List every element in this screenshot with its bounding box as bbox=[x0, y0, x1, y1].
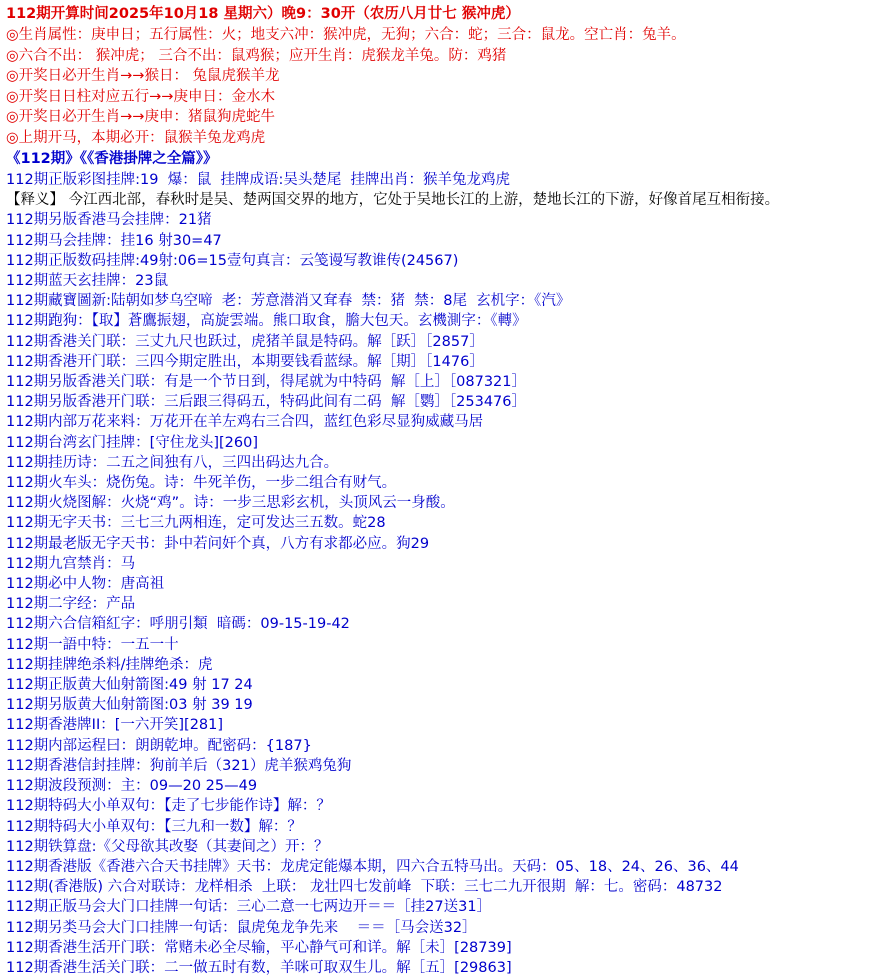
content-line: 112期香港开门联：三四今期定胜出，本期要钱看蓝绿。解［期］［1476］ bbox=[6, 353, 484, 370]
content-line: 112期火烧图解：火烧“鸡”。诗：一步三思彩玄机，头顶风云一身酸。 bbox=[6, 495, 455, 512]
content-line: 112期正版黄大仙射箭图:49 射 17 24 bbox=[6, 677, 253, 694]
header-row: ◎生肖属性：庚申日；五行属性：火；地支六冲：猴冲虎，无狗；六合：蛇；三合：鼠龙。空亡肖：兔羊。 bbox=[6, 27, 686, 43]
page-title: 112期开算时间2025年10月18 星期六）晚9：30开（农历八月廿七 猴冲虎） bbox=[6, 6, 520, 22]
content-line: 112期二字经：产品 bbox=[6, 596, 136, 613]
content-line: 112期另类马会大门口挂牌一句话：鼠虎兔龙争先来 ＝＝［马会送32］ bbox=[6, 919, 477, 936]
content-line: 112期香港牌II：[一六开笑][281] bbox=[6, 717, 224, 734]
section-title: 《112期》《《香港掛牌之全篇》》 bbox=[6, 151, 218, 167]
content-line: 112期内部运程曰：朗朗乾坤。配密码：{187} bbox=[6, 737, 312, 754]
header-row: ◎开奖日日柱对应五行→→庚申日：金水木 bbox=[6, 88, 275, 105]
content-line: 112期另版香港马会挂牌：21猪 bbox=[6, 212, 212, 229]
content-line: 112期一語中特：一五一十 bbox=[6, 636, 179, 653]
content-line: 112期必中人物：唐高祖 bbox=[6, 576, 165, 593]
header-row: ◎开奖日必开生肖→→猴日： 兔鼠虎猴羊龙 bbox=[6, 68, 280, 84]
content-line: 112期挂历诗：二五之间独有八，三四出码达九合。 bbox=[6, 454, 339, 471]
content-line: 112期九宫禁肖：马 bbox=[6, 555, 136, 572]
content-line-explanation: 【释义】 今江西北部，春秋时是吴、楚两国交界的地方，它处于吴地长江的上游，楚地长江的下游，好像首尾互相衔接。 bbox=[6, 192, 780, 209]
content-line: 112期香港版《香港六合天书挂牌》天书：龙虎定能爆本期，四六合五特马出。天码：05、18、24、26、36、44 bbox=[6, 858, 739, 875]
content-line: 112期六合信箱紅字：呼朋引類 暗碼：09-15-19-42 bbox=[6, 616, 350, 633]
content-line: 112期内部万花来料：万花开在羊左鸡右三合四，蓝红色彩尽显狗威藏马居 bbox=[6, 414, 484, 431]
content-line: 112期马会挂牌：挂16 射30=47 bbox=[6, 232, 222, 249]
content-line: 112期香港信封挂牌：狗前羊后（321）虎羊猴鸡兔狗 bbox=[6, 757, 352, 774]
content-line: 112期正版数码挂牌:49射:06=15壹句真言：云笺谩写教谁传(24567) bbox=[6, 252, 459, 269]
content-line: 112期香港生活关门联：二一做五时有数，羊咪可取双生儿。解［五］[29863] bbox=[6, 959, 512, 976]
content-line: 112期火车头：烧伤兔。诗：牛死羊伤，一步二组合有财气。 bbox=[6, 475, 397, 492]
content-line: 112期台湾玄门挂牌：[守住龙头][260] bbox=[6, 434, 258, 451]
header-row: ◎开奖日必开生肖→→庚申：猪鼠狗虎蛇牛 bbox=[6, 109, 275, 125]
content-line: 112期另版香港开门联：三后跟三得码五，特码此间有二码 解［鹦］［253476］ bbox=[6, 394, 526, 411]
content-line: 112期波段预测：主：09—20 25—49 bbox=[6, 778, 258, 795]
header-row: ◎六合不出： 猴冲虎； 三合不出：鼠鸡猴；应开生肖：虎猴龙羊兔。防：鸡猪 bbox=[6, 47, 507, 64]
content-line: 112期正版彩图挂牌:19 爆：鼠 挂牌成语:吴头楚尾 挂牌出肖：猴羊兔龙鸡虎 bbox=[6, 172, 511, 188]
content-line: 112期另版香港关门联：有是一个节日到，得尾就为中特码 解［上］［087321］ bbox=[6, 374, 526, 391]
content-line: 112期特码大小单双句：【三九和一数】解：？ bbox=[6, 818, 302, 835]
content-line: 112期香港关门联：三丈九尺也跃过，虎猪羊鼠是特码。解［跃］［2857］ bbox=[6, 333, 484, 350]
content-line: 112期(香港版) 六合对联诗：龙样相杀 上联： 龙壮四七发前峰 下联：三七二九开很期 解：七。密码：48732 bbox=[6, 879, 723, 896]
content-line: 112期挂牌绝杀料/挂牌绝杀：虎 bbox=[6, 656, 213, 673]
content-line: 112期跑狗：【取】蒼鷹振翅，高旋雲端。熊口取食，膽大包天。玄機測字：《轉》 bbox=[6, 313, 527, 330]
content-line: 112期最老版无字天书：卦中若问奸个真，八方有求都必应。狗29 bbox=[6, 535, 430, 552]
content-line: 112期特码大小单双句：【走了七步能作诗】解：？ bbox=[6, 798, 331, 815]
content-line: 112期无字天书：三七三九两相连，定可发达三五数。蛇28 bbox=[6, 515, 386, 532]
content-line: 112期香港生活开门联：常赌未必全尽输，平心静气可和详。解［未］[28739] bbox=[6, 939, 512, 956]
content-line: 112期蓝天玄挂牌：23鼠 bbox=[6, 273, 169, 290]
content-line: 112期正版马会大门口挂牌一句话：三心二意一七两边开＝＝［挂27送31］ bbox=[6, 899, 492, 916]
content-line: 112期铁算盘:《父母欲其改娶（其妻间之）开：？ bbox=[6, 838, 329, 855]
content-line: 112期藏寶圖新:陆朝如梦乌空啼 老：芳意潜消又耷春 禁：猪 禁：8尾 玄机字：《汽》 bbox=[6, 293, 571, 310]
header-row: ◎上期开马，本期必开：鼠猴羊兔龙鸡虎 bbox=[6, 129, 266, 146]
content-line: 112期另版黄大仙射箭图:03 射 39 19 bbox=[6, 697, 253, 714]
